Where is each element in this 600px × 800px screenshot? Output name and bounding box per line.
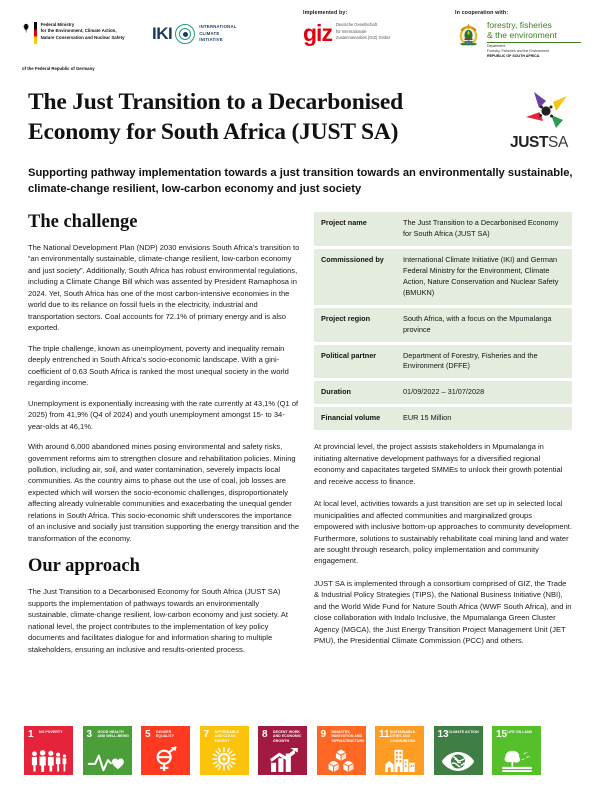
bmukn-ministry-text — [41, 22, 125, 41]
dffe-wordmark — [487, 21, 581, 59]
bmukn-line-2: for the Environment, Climate Action, — [40, 28, 117, 34]
challenge-heading: The challenge — [28, 212, 138, 232]
sdg-label: GENDER EQUALITY — [156, 730, 175, 739]
dffe-republic: REPUBLIC OF SOUTH AFRICA — [487, 54, 540, 59]
table-row — [314, 249, 572, 305]
info-value: 01/09/2022 – 31/07/2028 — [403, 387, 485, 397]
table-row — [314, 308, 572, 342]
sdg-number: 8 — [262, 728, 268, 740]
sdg-label: CLIMATE ACTION — [448, 730, 479, 734]
right-paragraph-1: At provincial level, the project assists stakeholders in Mpumalanga in initiating alternative development pathways for a diversified regional economy and capacitates targeted SMMEs to unlock their growth potential and receive access to finance. — [314, 442, 563, 486]
sdg-label: GOOD HEALTH AND WELL-BEING — [97, 730, 129, 739]
dffe-department: Department — [487, 43, 506, 48]
challenge-paragraph-4: With around 6,000 abandoned mines posing environmental and safety risks, government reforms aim to strengthen closure and rehabilitation policies. Mining pollution, including air, soil, and water contamination, severely impacts local communities. As the country aims to phase out the use of coal, job losses are expected which will worsen the socio-economic challenges, disproportionately affecting already vulnerable communities and exacerbating the unequal gender relations in South Africa. This socio-economic shift underscores the importance of an inclusive and socially just transition supporting the energy transition and the transformation of the economy. — [28, 442, 300, 543]
german-flag-bar — [34, 22, 37, 44]
bmukn-line-3: Nature Conservation and Nuclear Safety — [40, 34, 125, 40]
iki-target-icon — [175, 24, 195, 44]
dffe-department-full: Forestry, Fisheries and the Environment — [487, 49, 549, 54]
german-eagle-icon — [22, 23, 31, 34]
family-icon — [24, 746, 73, 772]
cubes-icon — [317, 746, 366, 772]
dffe-block — [455, 10, 581, 59]
sdg-number: 5 — [145, 728, 151, 740]
sdg-number: 9 — [320, 728, 327, 740]
sdg-number: 11 — [379, 728, 390, 740]
challenge-paragraph-3: Unemployment is exponentially increasing with the rate currently at 43,1% (Q1 of 2025) from 41,9% (Q4 of 2024) and youth unemployment amongst 15- to 34-year-olds at 46,1%. — [28, 398, 299, 431]
dffe-divider — [487, 42, 581, 43]
bmukn-subline: of the Federal Republic of Germany — [22, 66, 95, 71]
bmukn-line-1: Federal Ministry — [40, 22, 75, 27]
iki-acronym: IKI — [152, 24, 173, 43]
growth-chart-icon — [258, 746, 307, 772]
sdg-3-good-health — [83, 726, 132, 775]
giz-block — [303, 10, 391, 46]
tree-icon — [492, 746, 541, 772]
giz-line-1: Deutsche Gesellschaft — [335, 22, 377, 27]
table-row — [314, 407, 572, 430]
page-subtitle: Supporting pathway implementation towards a just transition towards an environmentally sustainable, climate-change resilient, low-carbon economy and just society — [28, 167, 573, 195]
info-value: International Climate Initiative (IKI) and German Federal Ministry for the Environment, Climate Action, Nature Conservation and Nuclear Safety (BMUKN) — [403, 254, 559, 297]
sdg-number: 13 — [437, 728, 449, 740]
sun-icon — [200, 746, 249, 772]
challenge-paragraph-2: The triple challenge, known as unemployment, poverty and inequality remain deeply entrenched in South Africa’s socio-economic landscape. With a gini-coefficient of 0.63 South Africa is ranked the most unequal society in the world regarding income. — [28, 343, 289, 388]
iki-line-1: INTERNATIONAL — [199, 24, 237, 30]
table-row — [314, 212, 572, 246]
info-key: Financial volume — [321, 413, 381, 423]
giz-line-3: Zusammenarbeit (GIZ) GmbH — [335, 35, 391, 41]
city-icon — [375, 746, 424, 772]
sdg-icon-bar — [24, 726, 541, 775]
right-paragraph-3: JUST SA is implemented through a consortium comprised of GIZ, the Trade & Industrial Policy Strategies (TIPS), the National Business Initiative (NBI), and the World Wide Fund for Nature South Africa (WWF South Africa), and in close collaboration with Indalo Inclusive, the Mpumalanga Green Cluster Agency (MGCA), the Just Energy Transition Project Management Unit (JET PMU), the Presidential Climate Commission (PCC) and others. — [314, 578, 572, 646]
dffe-line-1: forestry, fisheries — [487, 20, 552, 30]
info-key: Commissioned by — [321, 254, 384, 264]
table-row — [314, 345, 572, 379]
iki-wordmark-text — [199, 24, 236, 43]
sdg-11-sustainable-cities — [375, 726, 424, 775]
dffe-line-2: & the environment — [487, 29, 557, 40]
sdg-number: 7 — [203, 728, 210, 740]
info-key: Political partner — [321, 350, 377, 360]
justsa-logo — [508, 90, 584, 156]
sdg-number: 1 — [28, 728, 34, 740]
table-row — [314, 381, 572, 404]
logo-header — [0, 0, 600, 82]
sdg-label: AFFORDABLE AND CLEAN ENERGY — [214, 730, 240, 743]
sdg-label: NO POVERTY — [39, 730, 63, 734]
giz-line-2: für Internationale — [335, 28, 367, 34]
sdg-1-no-poverty — [24, 726, 73, 775]
sdg-13-climate-action — [434, 726, 483, 775]
right-column — [314, 212, 572, 647]
giz-wordmark-text — [336, 22, 390, 42]
heartbeat-icon — [83, 746, 132, 772]
sdg-number: 15 — [496, 728, 508, 740]
iki-line-3: INITIATIVE — [199, 37, 223, 43]
bmukn-logo — [22, 22, 125, 44]
sdg-label: DECENT WORK AND ECONOMIC GROWTH — [273, 730, 302, 743]
justsa-word-sa: SA — [548, 134, 568, 151]
implemented-by-label: Implemented by: — [303, 10, 348, 16]
info-key: Duration — [321, 387, 351, 397]
sdg-label: LIFE ON LAND — [507, 730, 533, 734]
challenge-paragraph-1: The National Development Plan (NDP) 2030 envisions South Africa’s transition to “an environmentally sustainable, climate-change resilient, low-carbon economy and just society”. Additionally, South Africa has robust environmental regulations, including a Climate Change Bill which was assented by President Ramaphosa in 2024. Yet, South Africa has one of the most carbon-intensive economies in the world due to its reliance on fossil fuels in the electricity, industrial and transportation sectors. Coal accounts for 72.1% of primary energy and is also exported. — [28, 243, 300, 333]
info-key: Project region — [321, 313, 371, 323]
sdg-7-affordable-clean-energy — [200, 726, 249, 775]
right-paragraph-2: At local level, activities towards a just transition are set up in selected local municipalities and affected communities and marginalized groups empowered with inclusive bottom-up approaches to community development. Furthermore, solutions to sustainably rehabilitate coal mining land and water are sought through research, policy implementation and community engagement. — [314, 499, 572, 566]
approach-paragraph-1: The Just Transition to a Decarbonised Economy for South Africa (JUST SA) supports the implementation of pathways towards an environmentally sustainable, climate-change resilient, low-carbon economy and just society. At national level, the project contributes to the implementation of key policy documents and facilitates dialogue for and information sharing to multiple stakeholders, ensuring an inclusive and results-oriented process. — [28, 587, 288, 654]
info-value: EUR 15 Million — [403, 413, 452, 423]
page-title-line-1: The Just Transition to a Decarbonised — [28, 89, 403, 115]
approach-heading: Our approach — [28, 556, 140, 577]
project-info-table — [314, 212, 572, 430]
info-value: The Just Transition to a Decarbonised Economy for South Africa (JUST SA) — [403, 218, 559, 238]
page-title — [28, 88, 508, 148]
justsa-word-just: JUST — [510, 134, 549, 151]
sdg-number: 3 — [86, 728, 93, 740]
sdg-9-industry-innovation — [317, 726, 366, 775]
cooperation-label: In cooperation with: — [455, 10, 509, 16]
iki-line-2: CLIMATE — [199, 30, 220, 36]
justsa-wordmark — [510, 134, 568, 152]
sdg-8-decent-work — [258, 726, 307, 775]
sdg-15-life-on-land — [492, 726, 541, 775]
sdg-5-gender-equality — [141, 726, 190, 775]
iki-logo — [152, 24, 237, 44]
gender-equality-icon — [141, 746, 190, 772]
info-value: South Africa, with a focus on the Mpumalanga province — [403, 313, 552, 334]
page-title-line-2: Economy for South Africa (JUST SA) — [28, 118, 399, 145]
south-africa-coat-of-arms-icon — [455, 21, 482, 48]
info-key: Project name — [321, 218, 367, 227]
sdg-label: INDUSTRY, INNOVATION AND INFRASTRUCTURE — [331, 730, 365, 743]
info-value: Department of Forestry, Fisheries and the Environment (DFFE) — [403, 350, 538, 371]
eye-globe-icon — [434, 746, 483, 772]
justsa-star-icon — [520, 90, 572, 134]
sdg-label: SUSTAINABLE CITIES AND COMMUNITIES — [390, 730, 416, 743]
giz-acronym: giz — [303, 19, 332, 46]
left-column — [28, 212, 300, 655]
